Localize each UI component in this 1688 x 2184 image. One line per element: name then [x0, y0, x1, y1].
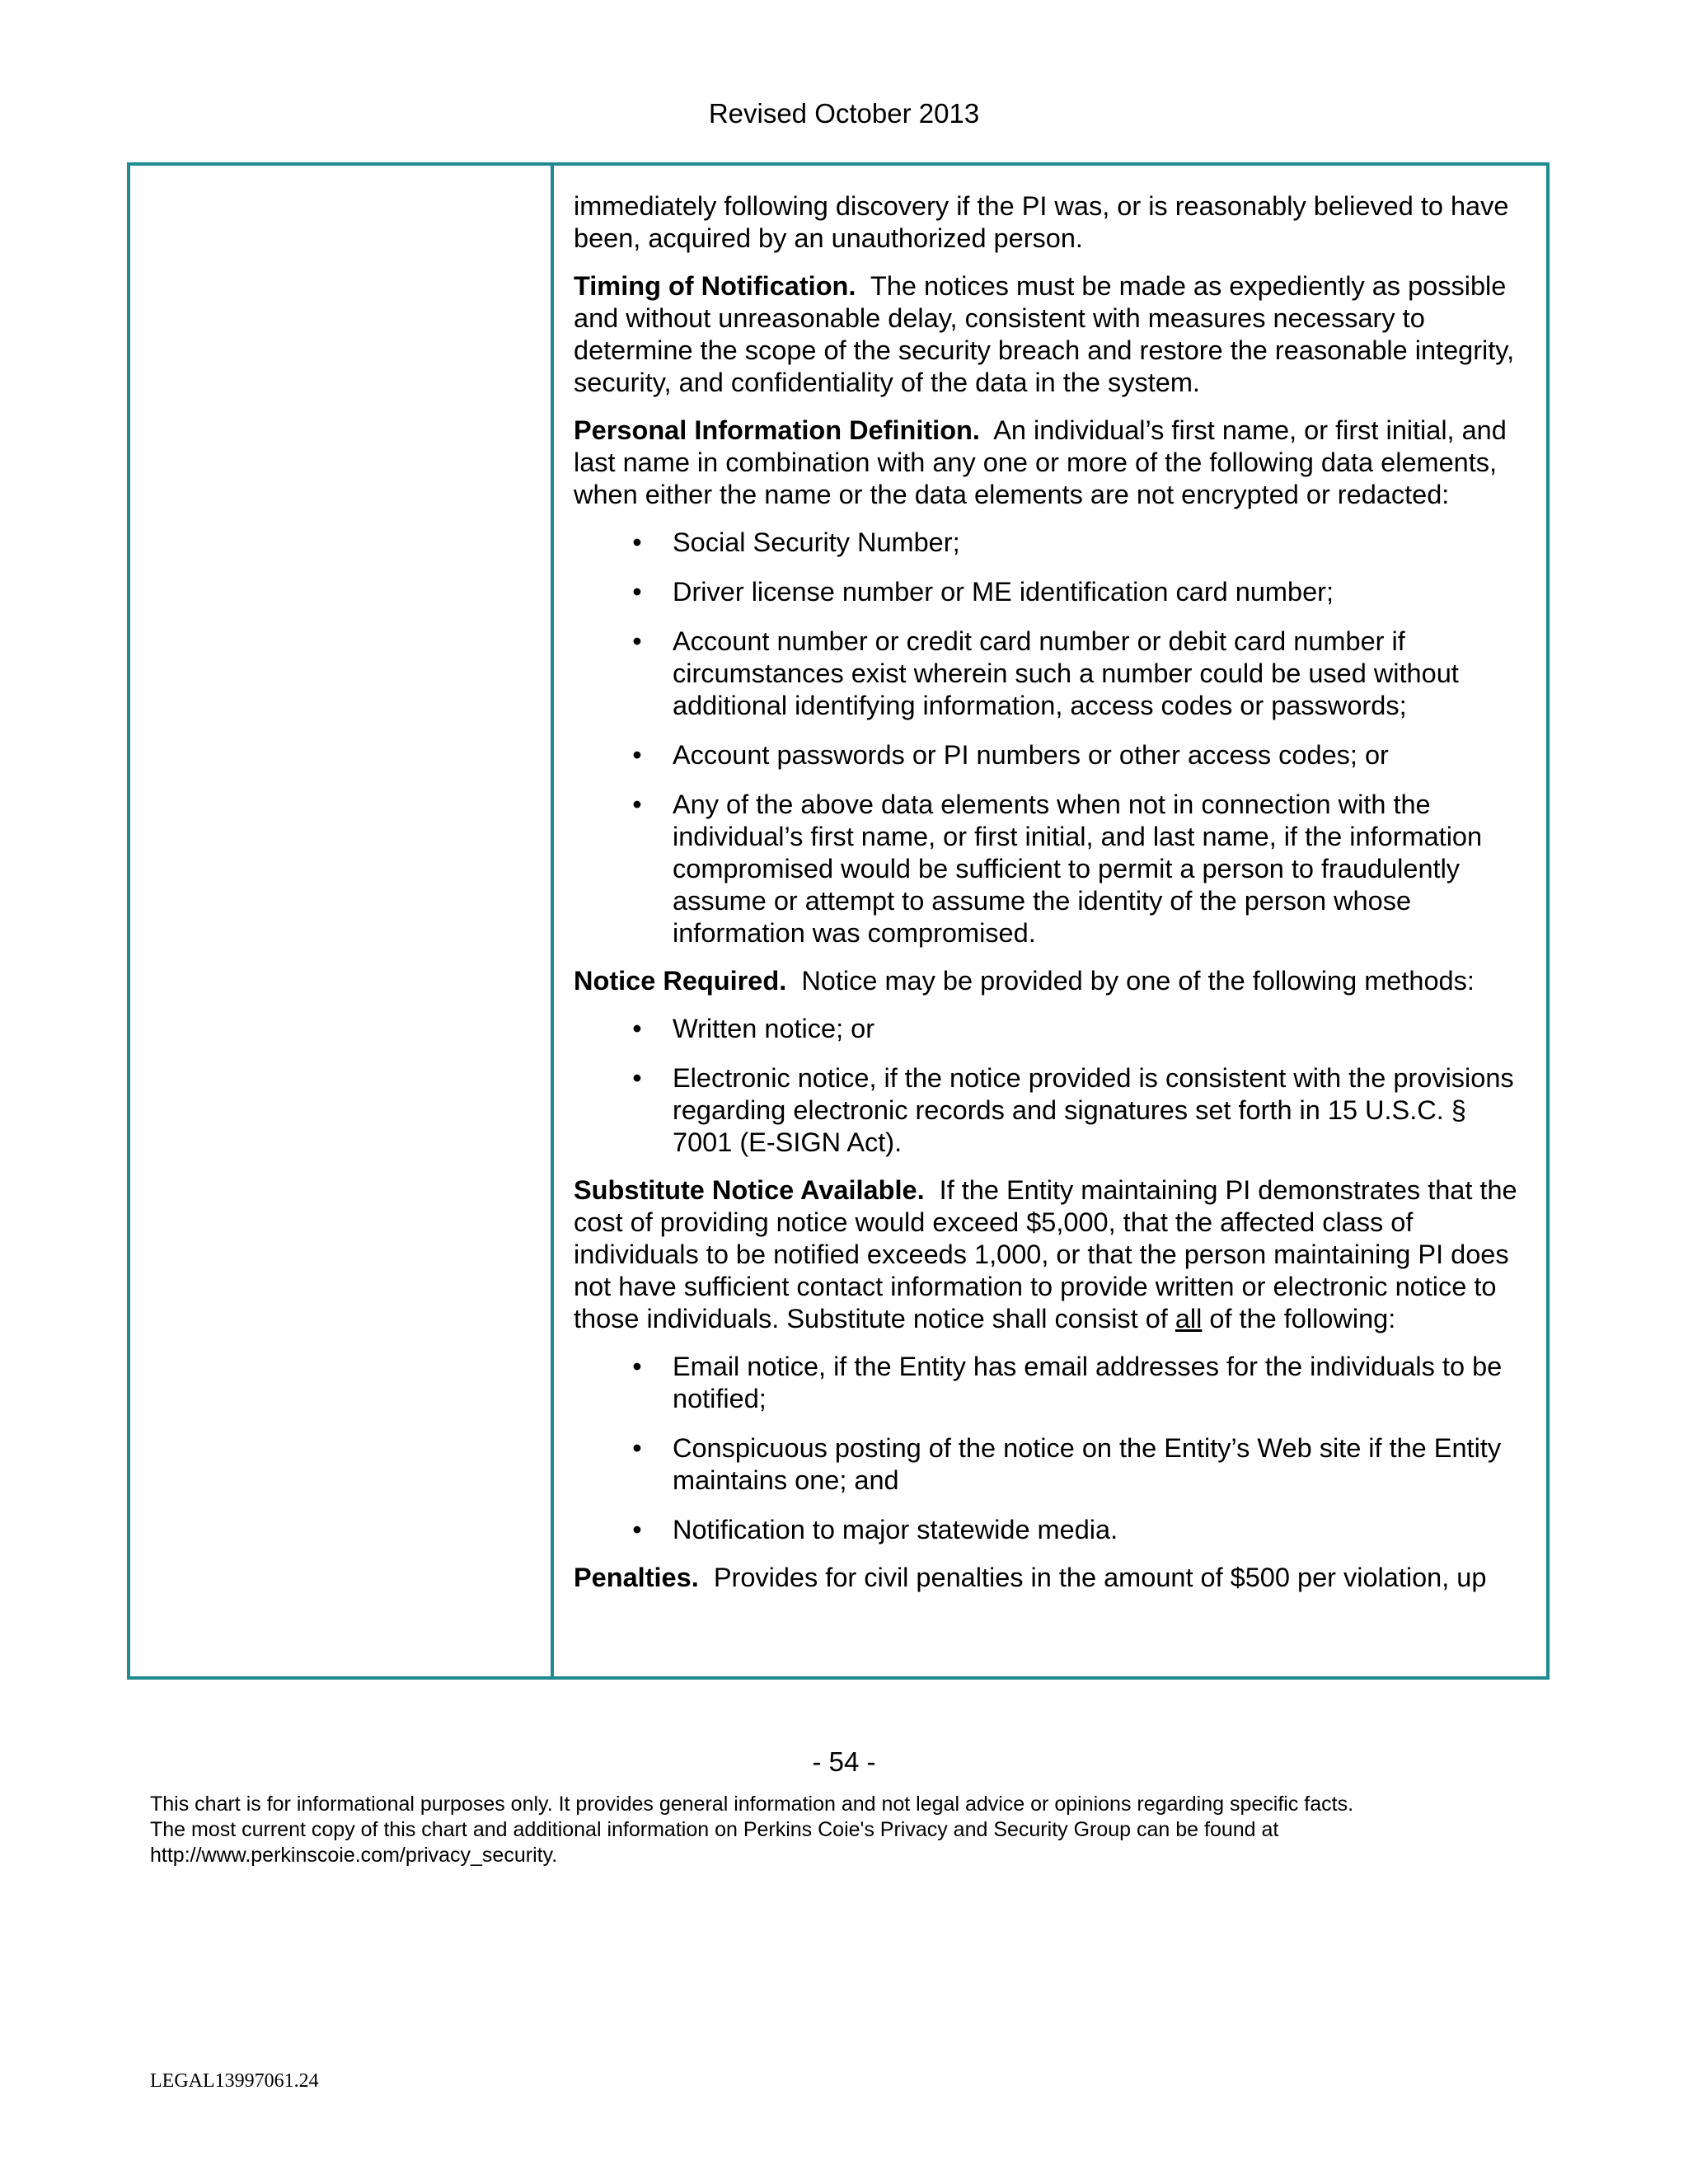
underlined-all: all	[1175, 1304, 1203, 1333]
bullet-icon: •	[632, 740, 642, 770]
disclaimer-line: This chart is for informational purposes only. It provides general information and not legal advice or opinions regarding specific facts.	[150, 1793, 1354, 1816]
penalties-text: Provides for civil penalties in the amount of $500 per violation, up	[713, 1563, 1487, 1592]
details-column	[554, 166, 1546, 1676]
list-item: • Account number or credit card number or debit card number if circumstances exist wherein such a number could be used without additional identifying information, access codes or passwords;	[574, 626, 1518, 722]
bullet-icon: •	[632, 790, 642, 819]
page-number: - 54 -	[812, 1746, 876, 1777]
list-item: • Any of the above data elements when not in connection with the individual’s first name, or first initial, and last name, if the information compromised would be sufficient to permit a person to fraudulently assume or attempt to assume the identity of the person whose information was compromised.	[574, 789, 1518, 949]
substitute-notice-section: Substitute Notice Available. If the Entity maintaining PI demonstrates that the cost of providing notice would exceed $5,000, that the affected class of individuals to be notified exceeds 1,000, or that the person maintaining PI does not have sufficient contact information to provide written or electronic notice to those individuals. Substitute notice shall consist of all of the following:	[574, 1175, 1517, 1333]
state-law-table	[127, 162, 1550, 1680]
footer-disclaimer	[150, 1792, 1634, 1868]
timing-heading: Timing of Notification.	[574, 271, 856, 301]
bullet-icon: •	[632, 1515, 642, 1544]
state-column	[130, 166, 554, 1676]
list-item: • Email notice, if the Entity has email addresses for the individuals to be notified;	[574, 1351, 1518, 1415]
bullet-icon: •	[632, 626, 642, 656]
bullet-icon: •	[632, 527, 642, 557]
notice-required-text: Notice may be provided by one of the following methods:	[801, 966, 1475, 996]
substitute-notice-list	[574, 1351, 1518, 1546]
list-item: • Driver license number or ME identification card number;	[574, 576, 1518, 608]
bullet-icon: •	[632, 1014, 642, 1043]
list-item: • Social Security Number;	[574, 527, 1518, 559]
disclaimer-link[interactable]: http://www.perkinscoie.com/privacy_security.	[150, 1844, 558, 1867]
pi-definition-heading: Personal Information Definition.	[574, 415, 980, 445]
list-item: • Conspicuous posting of the notice on the Entity’s Web site if the Entity maintains one; and	[574, 1432, 1518, 1497]
pi-elements-list	[574, 527, 1518, 949]
page-header-revised: Revised October 2013	[708, 98, 980, 129]
pi-definition-text: An individual’s first name, or first initial, and last name in combination with any one or more of the following data elements, when either the name or the data elements are not encrypted or redacted:	[574, 415, 1507, 509]
bullet-icon: •	[632, 1063, 642, 1093]
pi-definition-section	[574, 415, 1518, 511]
list-item: • Notification to major statewide media.	[574, 1514, 1518, 1546]
document-id: LEGAL13997061.24	[150, 2070, 319, 2092]
bullet-icon: •	[632, 577, 642, 607]
notice-methods-list	[574, 1013, 1518, 1159]
list-item: • Electronic notice, if the notice provided is consistent with the provisions regarding electronic records and signatures set forth in 15 U.S.C. § 7001 (E-SIGN Act).	[574, 1062, 1518, 1159]
list-item: • Account passwords or PI numbers or other access codes; or	[574, 739, 1518, 771]
disclaimer-line: The most current copy of this chart and additional information on Perkins Coie's Privacy and Security Group can be found at	[150, 1818, 1279, 1841]
continuation-text: immediately following discovery if the PI was, or is reasonably believed to have been, acquired by an unauthorized person.	[574, 191, 1509, 253]
list-item: • Written notice; or	[574, 1013, 1518, 1045]
bullet-icon: •	[632, 1352, 642, 1381]
penalties-heading: Penalties.	[574, 1563, 699, 1592]
notice-required-section	[574, 965, 1518, 997]
notice-required-heading: Notice Required.	[574, 966, 787, 996]
substitute-notice-heading: Substitute Notice Available.	[574, 1175, 925, 1205]
bullet-icon: •	[632, 1433, 642, 1463]
timing-section	[574, 270, 1518, 399]
penalties-section	[574, 1562, 1518, 1594]
timing-text: The notices must be made as expediently as possible and without unreasonable delay, consistent with measures necessary to determine the scope of the security breach and restore the reasonable integrity, security, and confidentiality of the data in the system.	[574, 271, 1515, 397]
